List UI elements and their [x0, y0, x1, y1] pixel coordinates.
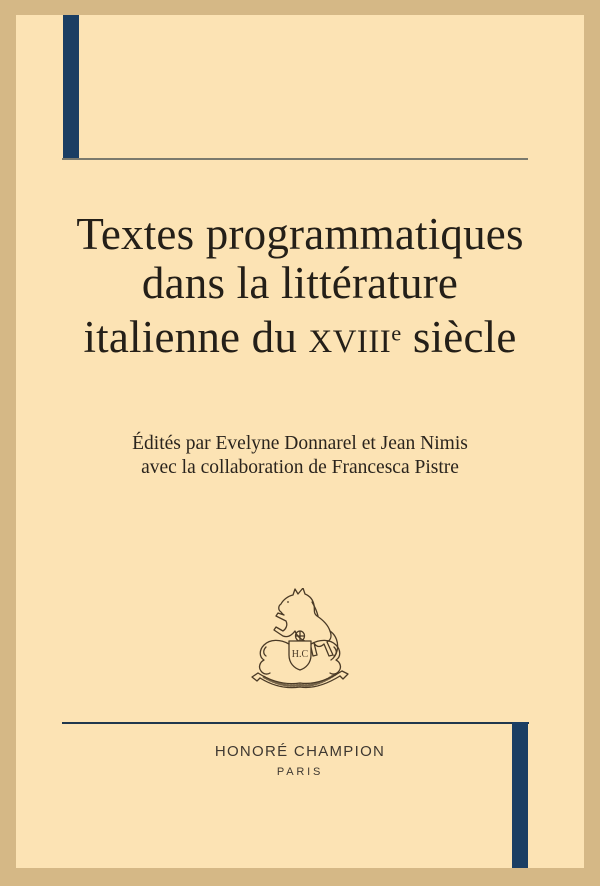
- title-line-1: Textes programmatiques: [76, 209, 524, 259]
- top-rule: [62, 158, 528, 160]
- title-century-smallcaps: XVIII: [308, 323, 392, 360]
- cover-panel: [16, 15, 584, 868]
- editors-line-2: avec la collaboration de Francesca Pistre: [141, 457, 459, 478]
- publisher-block: [16, 743, 584, 778]
- book-title: [16, 210, 584, 367]
- publisher-name: HONORÉ CHAMPION: [214, 743, 386, 760]
- editors-credit: [16, 432, 584, 480]
- publisher-horse-crest-icon: [244, 588, 356, 692]
- publisher-city: PARIS: [276, 766, 324, 778]
- publisher-monogram: H.C: [291, 649, 309, 660]
- title-line-2: dans la littérature: [141, 258, 459, 308]
- editors-line-1: Édités par Evelyne Donnarel et Jean Nimis: [132, 433, 468, 454]
- bottom-rule: [62, 722, 529, 724]
- top-left-accent-bar: [63, 15, 79, 159]
- title-century-superscript: e: [391, 320, 402, 345]
- title-line-3: italienne du XVIIIe siècle: [83, 311, 517, 362]
